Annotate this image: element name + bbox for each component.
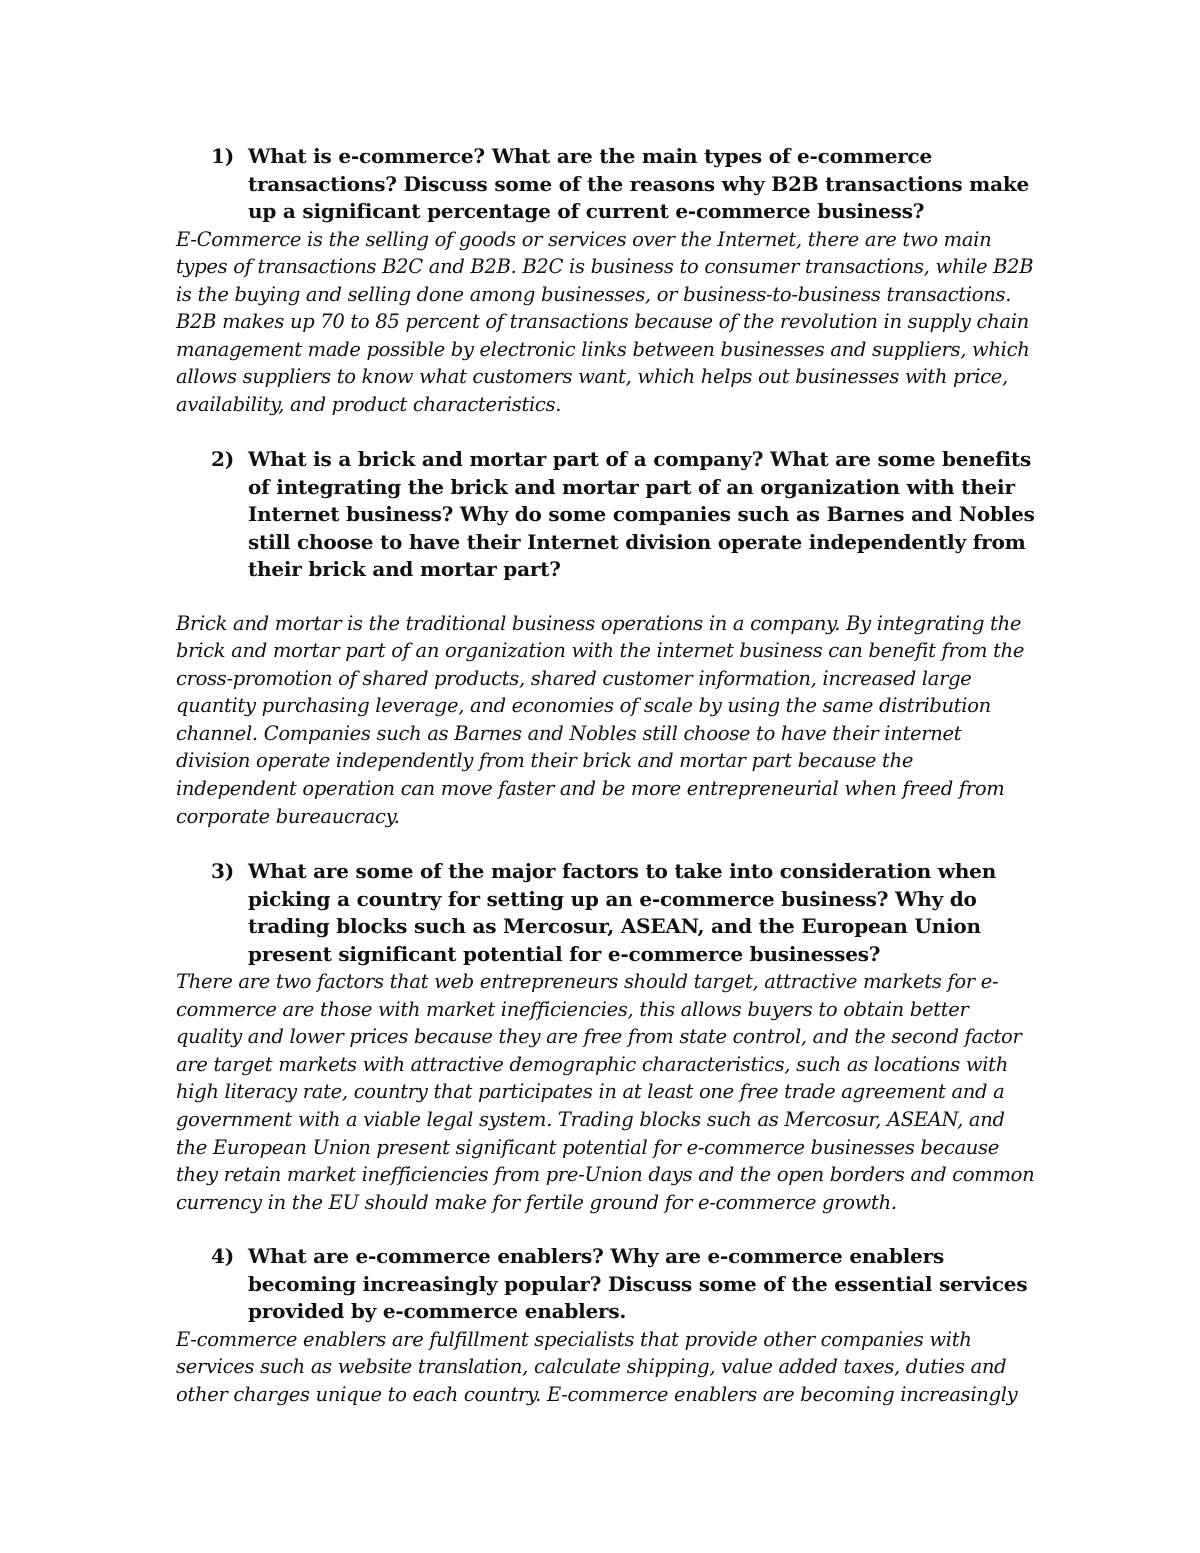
question-number: 4) (211, 1244, 234, 1268)
question-text: What is a brick and mortar part of a company? What are some benefits of integrating the brick and mortar part of an organization with their Internet business? Why do some companies such as Barnes and Nobles still choose to have their Internet division operate independently from their brick and mortar part? (248, 447, 1035, 581)
question-heading (0, 446, 1038, 584)
answer-paragraph: E-Commerce is the selling of goods or services over the Internet, there are two main types of transactions B2C and B2B. B2C is business to consumer transactions, while B2B is the buying and selling done among businesses, or business-to-business transactions. B2B makes up 70 to 85 percent of transactions because of the revolution in supply chain management made possible by electronic links between businesses and suppliers, which allows suppliers to know what customers want, which helps out businesses with price, availability, and product characteristics. (176, 227, 1034, 417)
question-heading (0, 1243, 1038, 1326)
question-number: 1) (211, 144, 234, 168)
question-number: 3) (211, 859, 234, 883)
answer-paragraph: Brick and mortar is the traditional business operations in a company. By integrating the brick and mortar part of an organization with the internet business can benefit from the cross-promotion of shared products, shared customer information, increased large quantity purchasing leverage, and economies of scale by using the same distribution channel. Companies such as Barnes and Nobles still choose to have their internet division operate independently from their brick and mortar part because the independent operation can move faster and be more entrepreneurial when freed from corporate bureaucracy. (176, 611, 1025, 828)
question-block-3 (0, 858, 1200, 1216)
question-text: What are e-commerce enablers? Why are e-commerce enablers becoming increasingly popular? Discuss some of the essential services provided by e-commerce enablers. (248, 1244, 1028, 1323)
question-heading (0, 858, 1038, 968)
answer-paragraph: There are two factors that web entrepreneurs should target, attractive markets for e-commerce are those with market inefficiencies, this allows buyers to obtain better quality and lower prices because they are free from state control, and the second factor are target markets with attractive demographic characteristics, such as locations with high literacy rate, country that participates in at least one free trade agreement and a government with a viable legal system. Trading blocks such as Mercosur, ASEAN, and the European Union present significant potential for e-commerce businesses because they retain market inefficiencies from pre-Union days and the open borders and common currency in the EU should make for fertile ground for e-commerce growth. (176, 970, 1035, 1214)
question-block-1 (0, 143, 1200, 419)
question-block-2 (0, 446, 1200, 830)
answer-paragraph: E-commerce enablers are fulfillment specialists that provide other companies with services such as website translation, calculate shipping, value added taxes, duties and other charges unique to each country. E-commerce enablers are becoming increasingly (176, 1327, 1018, 1406)
question-text: What are some of the major factors to take into consideration when picking a country for setting up an e-commerce business? Why do trading blocks such as Mercosur, ASEAN, and the European Union present significant potential for e-commerce businesses? (248, 859, 997, 966)
question-text: What is e-commerce? What are the main types of e-commerce transactions? Discuss some of the reasons why B2B transactions make up a significant percentage of current e-commerce business? (248, 144, 1030, 223)
question-number: 2) (211, 447, 234, 471)
question-block-4 (0, 1243, 1200, 1408)
question-heading (0, 143, 1038, 226)
